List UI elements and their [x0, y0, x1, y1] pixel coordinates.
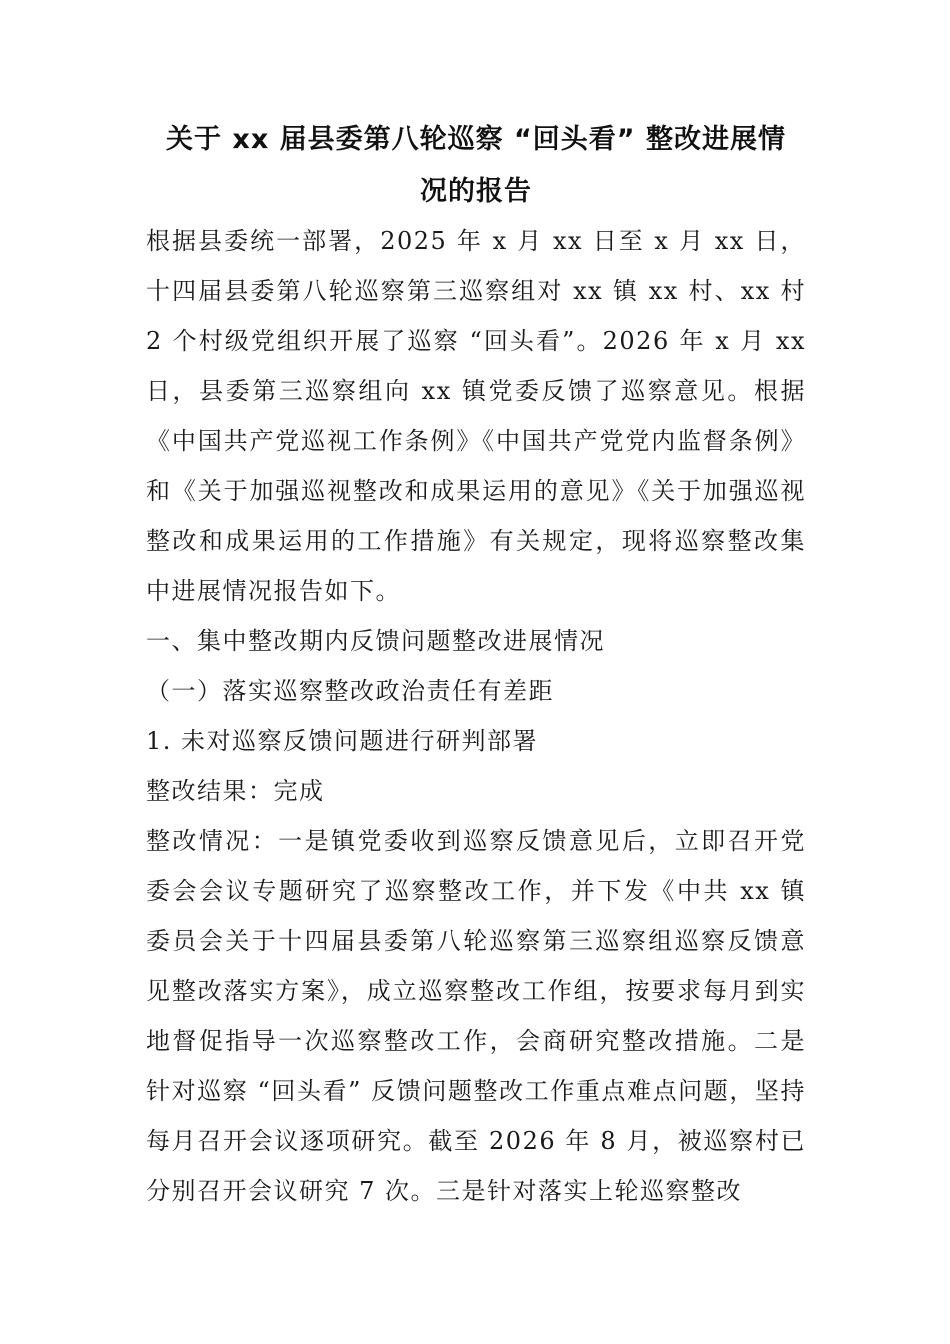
result-line: 整改结果：完成	[146, 777, 325, 805]
subsection-heading: （一）落实巡察整改政治责任有差距	[146, 677, 554, 705]
report-title-line-2: 况的报告	[420, 176, 532, 207]
report-title	[146, 114, 806, 218]
report-title-line-1: 关于 xx 届县委第八轮巡察 “回头看” 整改进展情	[166, 124, 786, 155]
document-body	[146, 216, 806, 1216]
status-paragraph: 整改情况：一是镇党委收到巡察反馈意见后，立即召开党委会会议专题研究了巡察整改工作，并下发《中共 xx 镇委员会关于十四届县委第八轮巡察第三巡察组巡察反馈意见整改落实方案》，成立巡察整改工作组，按要求每月到实地督促指导一次巡察整改工作，会商研究整改措施。二是针对巡察 “回头看” 反馈问题整改工作重点难点问题，坚持每月召开会议逐项研究。截至 2026 年 8 月，被巡察村已分别召开会议研究 7 次。三是针对落实上轮巡察整改	[146, 827, 806, 1205]
intro-paragraph: 根据县委统一部署，2025 年 x 月 xx 日至 x 月 xx 日，十四届县委第八轮巡察第三巡察组对 xx 镇 xx 村、xx 村 2 个村级党组织开展了巡察 “回头看”。2026 年 x 月 xx 日，县委第三巡察组向 xx 镇党委反馈了巡察意见。根据《中国共产党巡视工作条例》《中国共产党党内监督条例》和《关于加强巡视整改和成果运用的意见》《关于加强巡视整改和成果运用的工作措施》有关规定，现将巡察整改集中进展情况报告如下。	[146, 227, 806, 605]
item-heading: 1. 未对巡察反馈问题进行研判部署	[146, 727, 539, 755]
section-heading: 一、集中整改期内反馈问题整改进展情况	[146, 627, 605, 655]
